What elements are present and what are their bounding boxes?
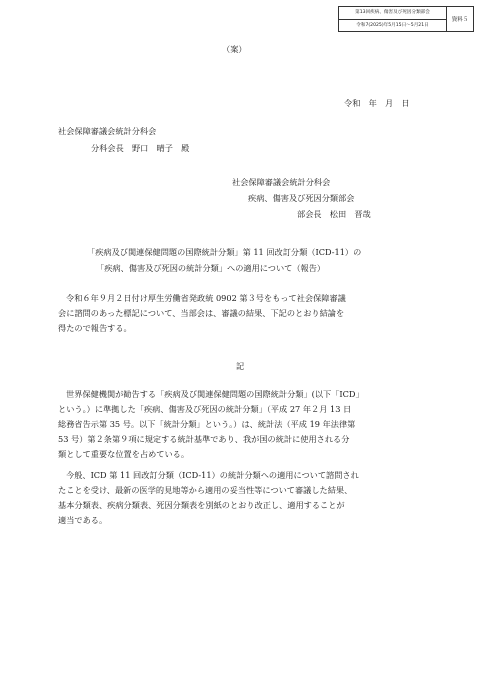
body-paragraph-2 <box>58 468 420 528</box>
date-line: 令和 年 月 日 <box>344 98 410 108</box>
intro-line: 令和６年９月２日付け厚生労働省発政統 0902 第３号をもって社会保障審議 <box>66 293 346 303</box>
intro-paragraph <box>58 291 420 336</box>
intro-line: 得たので報告する。 <box>58 323 132 333</box>
meeting-date-range: 令和7(2025)年5月15日〜5月21日 <box>339 19 446 32</box>
meeting-name: 第13回疾病、傷害及び死因分類部会 <box>355 10 430 15</box>
body2-line: 今般、ICD 第 11 回改訂分類（ICD-11）の統計分類への適用について諮問され <box>66 470 359 480</box>
intro-line: 会に諮問のあった標記について、当部会は、審議の結果、下記のとおり結論を <box>58 308 345 318</box>
document-label: 資料５ <box>451 17 469 23</box>
body1-line: 類として重要な位置を占めている。 <box>58 449 190 459</box>
body1-line: という。）に準拠した「疾病、傷害及び死因の統計分類」（平成 27 年２月 13 日 <box>58 404 352 414</box>
body2-line: 適当である。 <box>58 515 108 525</box>
report-title-line1: 「疾病及び関連保健問題の国際統計分類」第 11 回改訂分類（ICD-11）の <box>87 247 362 257</box>
body1-line: 53 号）第２条第９項に規定する統計基準であり、我が国の統計に使用される分 <box>58 434 350 444</box>
ki-heading: 記 <box>236 361 245 371</box>
sender-person: 部会長 松田 晋哉 <box>297 209 371 219</box>
sender-org: 社会保障審議会統計分科会 <box>232 177 331 187</box>
body2-line: 基本分類表、疾病分類表、死因分類表を別紙のとおり改正し、適用することが <box>58 500 345 510</box>
body2-line: たことを受け、最新の医学的見地等から適用の妥当性等について審議した結果、 <box>58 485 353 495</box>
draft-mark: （案） <box>222 44 247 54</box>
body-paragraph-1 <box>58 387 420 462</box>
document-header-box <box>338 6 474 32</box>
header-info <box>339 7 447 31</box>
report-title-line2: 「疾病、傷害及び死因の統計分類」への適用について（報告） <box>96 263 326 273</box>
body1-line: 世界保健機関が勧告する「疾病及び関連保健問題の国際統計分類」(以下「ICD」 <box>66 389 364 399</box>
addressee-person: 分科会長 野口 晴子 殿 <box>91 143 190 153</box>
sender-dept: 疾病、傷害及び死因分類部会 <box>248 193 355 203</box>
body1-line: 総務省告示第 35 号。以下「統計分類」という。）は、統計法（平成 19 年法律第 <box>58 419 356 429</box>
addressee-org: 社会保障審議会統計分科会 <box>58 126 157 136</box>
